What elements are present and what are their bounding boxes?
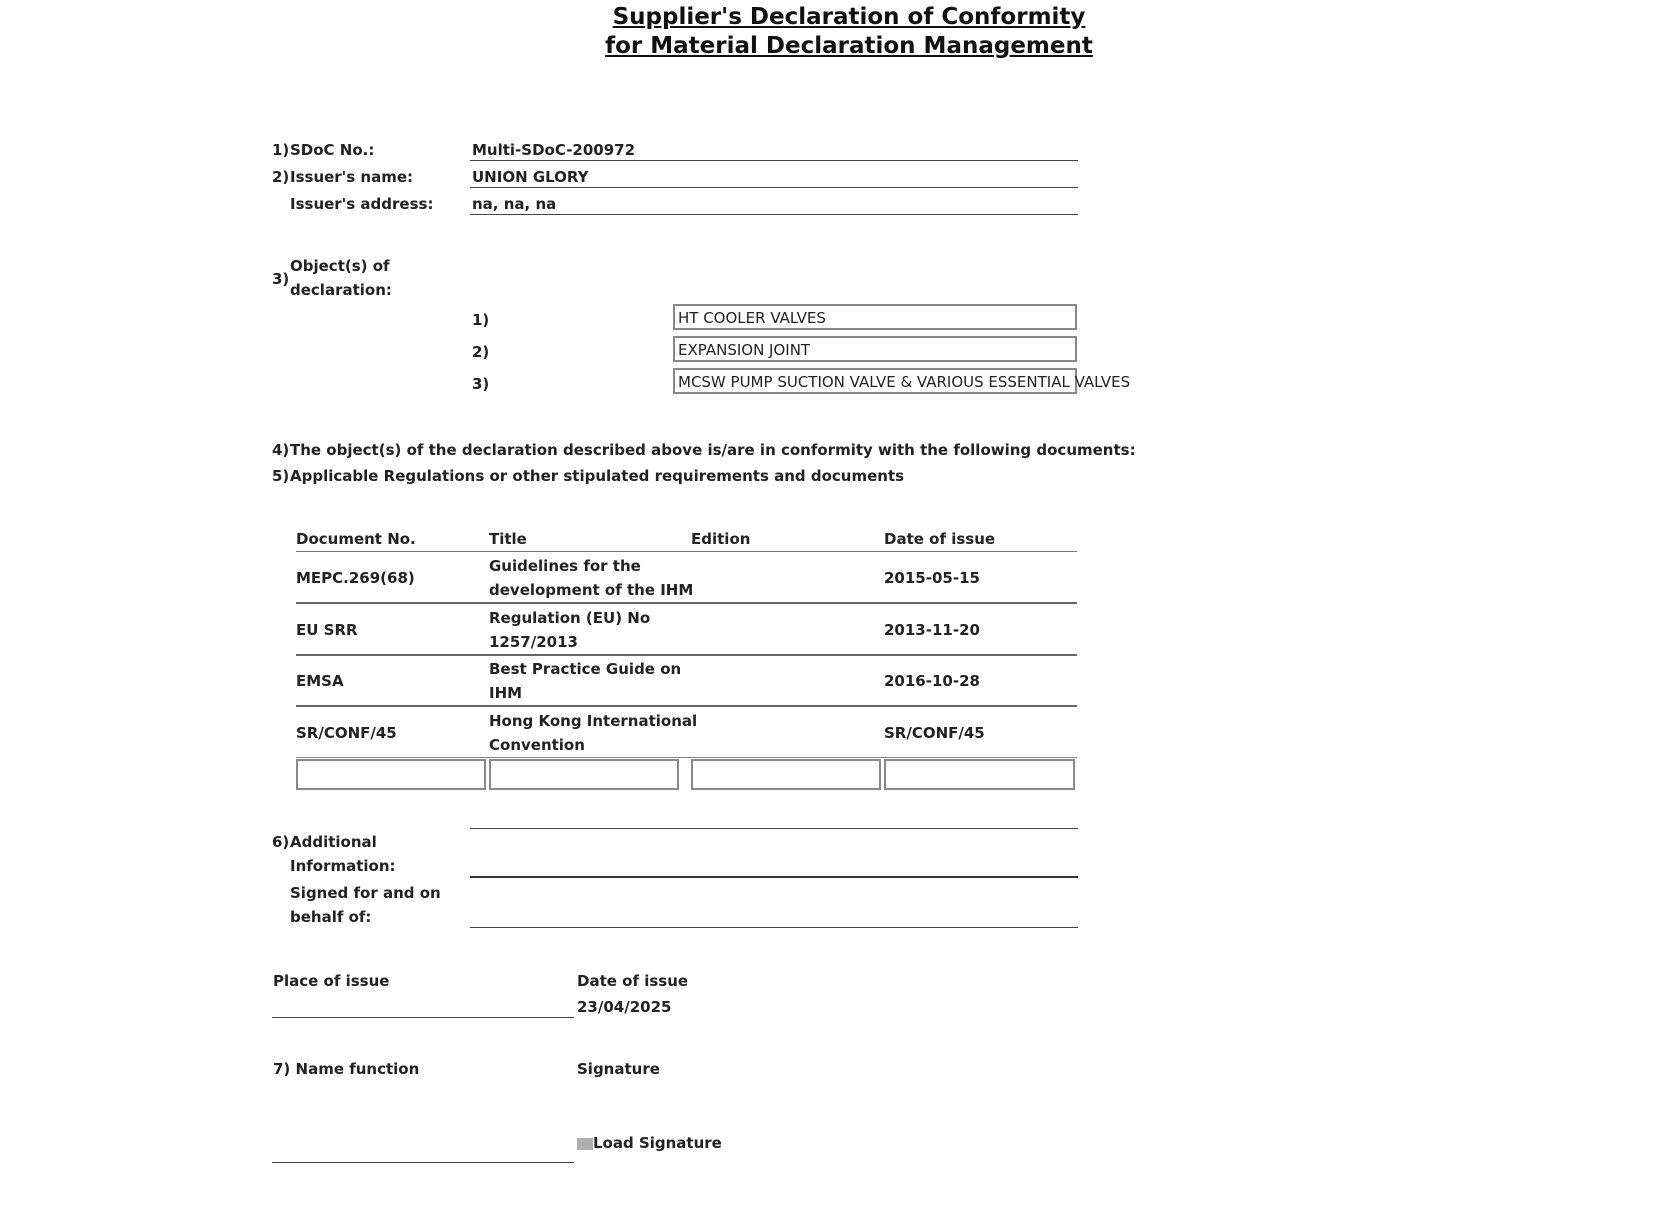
table-cell-title-line: IHM bbox=[489, 684, 523, 702]
table-row-divider bbox=[296, 654, 1077, 656]
table-cell-date: 2016-10-28 bbox=[884, 672, 980, 690]
issuer-address-value: na, na, na bbox=[472, 195, 557, 213]
signed-for-label-line1: Signed for and on bbox=[290, 884, 441, 902]
table-row-divider bbox=[296, 602, 1077, 604]
table-cell-doc-no: EMSA bbox=[296, 672, 344, 690]
issuer-address-underline bbox=[470, 214, 1078, 215]
table-header-doc-no: Document No. bbox=[296, 530, 416, 548]
table-cell-date: 2013-11-20 bbox=[884, 621, 980, 639]
table-cell-title-line: Guidelines for the bbox=[489, 557, 641, 575]
new-edition-input[interactable] bbox=[691, 759, 881, 790]
table-cell-date: 2015-05-15 bbox=[884, 569, 980, 587]
table-cell-title-line: Convention bbox=[489, 736, 585, 754]
table-cell-title-line: development of the IHM bbox=[489, 581, 694, 599]
table-cell-doc-no: MEPC.269(68) bbox=[296, 569, 415, 587]
statement-5-num: 5) bbox=[272, 467, 290, 485]
additional-info-line bbox=[470, 828, 1078, 829]
doc-title-line2: for Material Declaration Management bbox=[605, 33, 1093, 59]
objects-label-line1: Object(s) of bbox=[290, 257, 390, 275]
place-of-issue-field[interactable] bbox=[272, 1017, 574, 1018]
statement-5-text: Applicable Regulations or other stipulated requirements and documents bbox=[290, 467, 905, 485]
sdoc-no-label: SDoC No.: bbox=[290, 141, 375, 159]
image-placeholder-icon bbox=[577, 1138, 593, 1150]
sdoc-no-num: 1) bbox=[272, 141, 290, 159]
sdoc-no-underline bbox=[470, 160, 1078, 161]
table-cell-title-line: Hong Kong International bbox=[489, 712, 698, 730]
object-item-field[interactable]: MCSW PUMP SUCTION VALVE & VARIOUS ESSENTIAL VALVES bbox=[673, 368, 1077, 394]
table-cell-doc-no: SR/CONF/45 bbox=[296, 724, 397, 742]
name-function-label: 7) Name function bbox=[273, 1060, 420, 1078]
doc-title-line1: Supplier's Declaration of Conformity bbox=[612, 4, 1086, 30]
table-header-divider bbox=[296, 551, 1077, 552]
table-cell-title-line: Best Practice Guide on bbox=[489, 660, 682, 678]
issuer-name-underline bbox=[470, 187, 1078, 188]
table-cell-title-line: Regulation (EU) No bbox=[489, 609, 651, 627]
objects-label-line2: declaration: bbox=[290, 281, 392, 299]
table-cell-date: SR/CONF/45 bbox=[884, 724, 985, 742]
statement-4-num: 4) bbox=[272, 441, 290, 459]
table-cell-title-line: 1257/2013 bbox=[489, 633, 578, 651]
signed-for-label-line2: behalf of: bbox=[290, 908, 372, 926]
load-signature-button[interactable] bbox=[577, 1131, 722, 1155]
sdoc-no-value: Multi-SDoC-200972 bbox=[472, 141, 636, 159]
table-cell-title bbox=[489, 657, 681, 705]
table-header-title: Title bbox=[489, 530, 527, 548]
new-date-input[interactable] bbox=[884, 759, 1075, 790]
date-of-issue-value: 23/04/2025 bbox=[577, 998, 672, 1016]
additional-num: 6) bbox=[272, 833, 290, 851]
table-cell-doc-no: EU SRR bbox=[296, 621, 358, 639]
new-title-input[interactable] bbox=[489, 759, 679, 790]
objects-num: 3) bbox=[272, 270, 290, 288]
object-item-num: 3) bbox=[472, 375, 490, 393]
table-header-edition: Edition bbox=[691, 530, 751, 548]
additional-label-line1: Additional bbox=[290, 833, 377, 851]
new-doc-no-input[interactable] bbox=[296, 759, 486, 790]
table-cell-title bbox=[489, 554, 693, 602]
statement-4-text: The object(s) of the declaration described above is/are in conformity with the following documents: bbox=[290, 441, 1136, 459]
object-item-num: 2) bbox=[472, 343, 490, 361]
issuer-name-label: Issuer's name: bbox=[290, 168, 414, 186]
issuer-name-value: UNION GLORY bbox=[472, 168, 589, 186]
signature-label: Signature bbox=[577, 1060, 660, 1078]
object-item-field[interactable]: EXPANSION JOINT bbox=[673, 336, 1077, 362]
signed-for-field[interactable] bbox=[470, 927, 1078, 928]
object-item-num: 1) bbox=[472, 311, 490, 329]
table-row-divider bbox=[296, 705, 1077, 707]
additional-label-line2: Information: bbox=[290, 857, 396, 875]
additional-info-field[interactable] bbox=[470, 876, 1078, 878]
table-row-divider bbox=[296, 757, 1077, 758]
load-signature-label: Load Signature bbox=[593, 1134, 722, 1152]
table-header-date: Date of issue bbox=[884, 530, 996, 548]
table-cell-title bbox=[489, 709, 697, 757]
date-of-issue-label: Date of issue bbox=[577, 972, 689, 990]
name-function-field[interactable] bbox=[272, 1162, 574, 1163]
table-cell-title bbox=[489, 606, 650, 654]
place-of-issue-label: Place of issue bbox=[273, 972, 390, 990]
issuer-name-num: 2) bbox=[272, 168, 290, 186]
object-item-field[interactable]: HT COOLER VALVES bbox=[673, 304, 1077, 330]
issuer-address-label: Issuer's address: bbox=[290, 195, 434, 213]
